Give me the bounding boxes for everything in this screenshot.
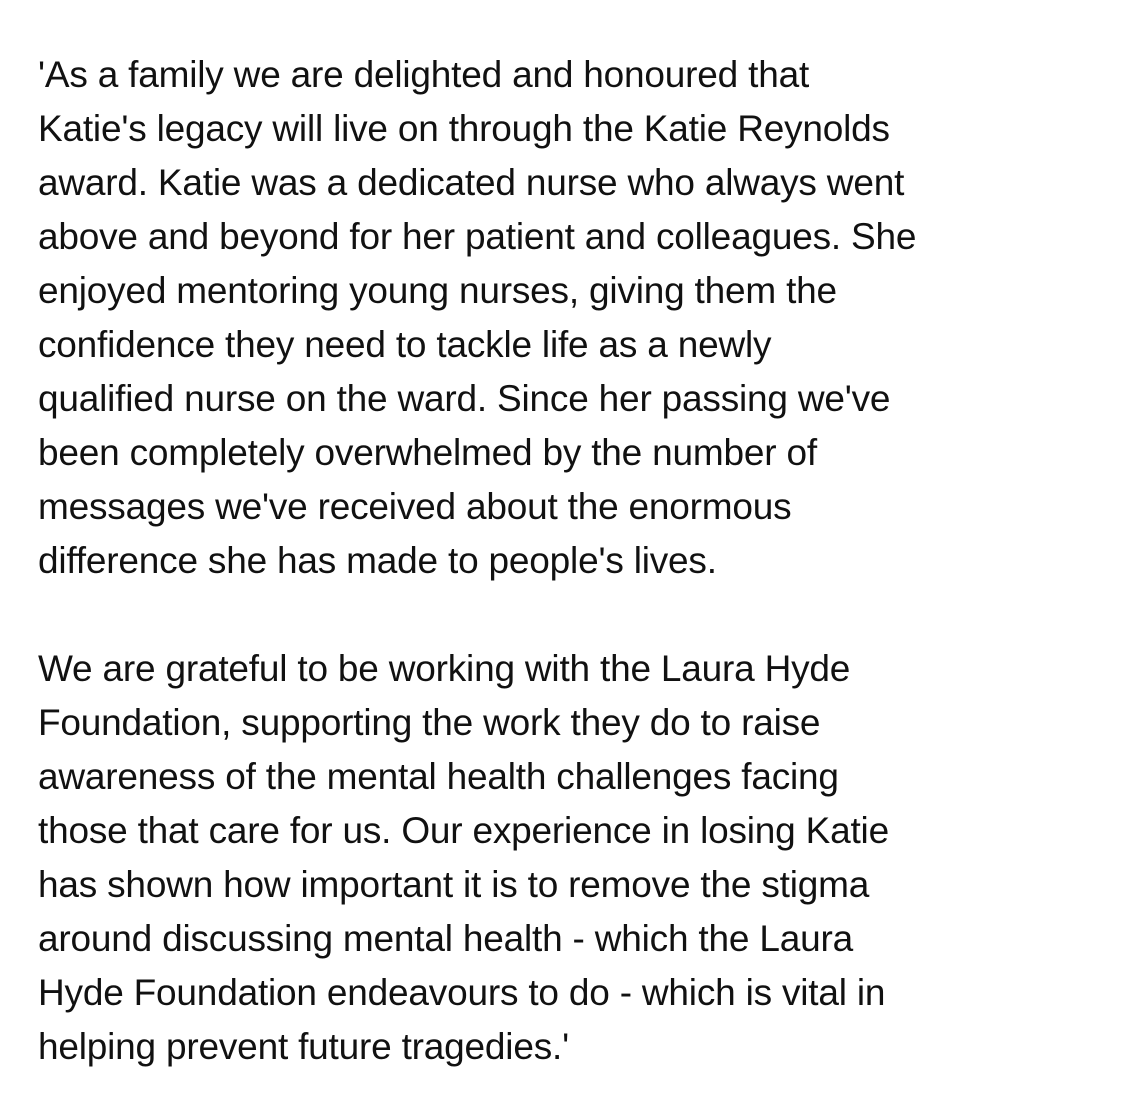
text-line: those that care for us. Our experience in losing Katie (38, 810, 889, 851)
text-line: awareness of the mental health challenges facing (38, 756, 839, 797)
text-line: helping prevent future tragedies.' (38, 1026, 569, 1067)
text-line: Hyde Foundation endeavours to do - which is vital in (38, 972, 886, 1013)
text-line: messages we've received about the enormous (38, 486, 792, 527)
text-line: above and beyond for her patient and colleagues. She (38, 216, 917, 257)
text-line: around discussing mental health - which the Laura (38, 918, 853, 959)
text-line: enjoyed mentoring young nurses, giving them the (38, 270, 837, 311)
text-line: been completely overwhelmed by the number of (38, 432, 817, 473)
text-line: qualified nurse on the ward. Since her passing we've (38, 378, 891, 419)
text-line: We are grateful to be working with the Laura Hyde (38, 648, 851, 689)
text-line: award. Katie was a dedicated nurse who always went (38, 162, 905, 203)
text-line: 'As a family we are delighted and honoured that (38, 54, 810, 95)
paragraph-1 (38, 48, 1095, 588)
text-line: has shown how important it is to remove the stigma (38, 864, 870, 905)
text-line: Foundation, supporting the work they do to raise (38, 702, 821, 743)
text-line: difference she has made to people's lives. (38, 540, 717, 581)
paragraph-2 (38, 642, 1095, 1074)
text-line: Katie's legacy will live on through the Katie Reynolds (38, 108, 890, 149)
text-line: confidence they need to tackle life as a newly (38, 324, 772, 365)
